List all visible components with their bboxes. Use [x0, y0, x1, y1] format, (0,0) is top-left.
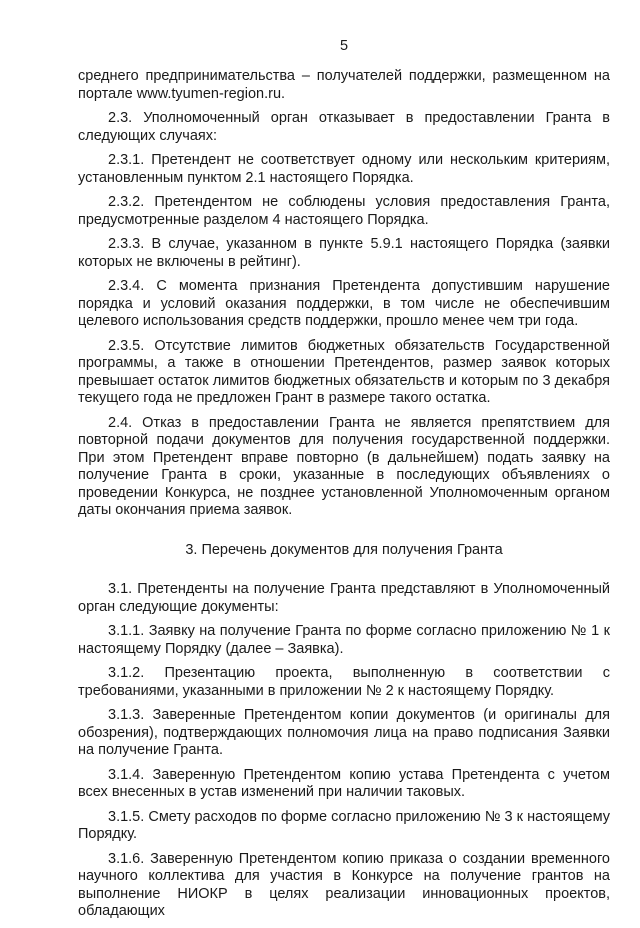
paragraph-3-1-2: 3.1.2. Презентацию проекта, выполненную в соответствии с требованиями, указанными в приложении № 2 к настоящему Порядку.	[78, 665, 610, 699]
document-body	[78, 68, 610, 928]
paragraph-2-3-5: 2.3.5. Отсутствие лимитов бюджетных обязательств Государственной программы, а также в отношении Претендентов, размер заявок которых превышает остаток лимитов бюджетных обязательств и которым по 3 декабря текущего года не предложен Грант в размере такого остатка.	[78, 337, 610, 406]
paragraph-3-1-6: 3.1.6. Заверенную Претендентом копию приказа о создании временного научного коллектива для участия в Конкурсе на получение грантов на выполнение НИОКР в целях реализации инновационных проектов, обладающих	[78, 850, 610, 919]
paragraph-2-3: 2.3. Уполномоченный орган отказывает в предоставлении Гранта в следующих случаях:	[78, 110, 610, 144]
page-number: 5	[339, 38, 349, 54]
paragraph-3-1: 3.1. Претенденты на получение Гранта представляют в Уполномоченный орган следующие документы:	[78, 581, 610, 615]
paragraph-3-1-4: 3.1.4. Заверенную Претендентом копию устава Претендента с учетом всех внесенных в устав изменений при наличии таковых.	[78, 766, 610, 800]
section-heading: 3. Перечень документов для получения Гранта	[185, 541, 503, 558]
paragraph-2-3-2: 2.3.2. Претендентом не соблюдены условия предоставления Гранта, предусмотренные разделом 4 настоящего Порядка.	[78, 194, 610, 228]
paragraph-3-1-1: 3.1.1. Заявку на получение Гранта по форме согласно приложению № 1 к настоящему Порядку (далее – Заявка).	[78, 623, 610, 657]
paragraph-3-1-3: 3.1.3. Заверенные Претендентом копии документов (и оригиналы для обозрения), подтверждающих полномочия лица на право подписания Заявки на получение Гранта.	[78, 707, 610, 758]
paragraph-2-3-1: 2.3.1. Претендент не соответствует одному или нескольким критериям, установленным пунктом 2.1 настоящего Порядка.	[78, 152, 610, 186]
paragraph-2-4: 2.4. Отказ в предоставлении Гранта не является препятствием для повторной подачи документов для получения государственной поддержки. При этом Претендент вправе повторно (в дальнейшем) подать заявку на получение Гранта в сроки, указанные в последующих объявлениях о проведении Конкурса, не позднее установленной Уполномоченным органом даты окончания приема заявок.	[78, 414, 610, 518]
paragraph-continuation: среднего предпринимательства – получателей поддержки, размещенном на портале www.tyumen-region.ru.	[78, 68, 610, 102]
paragraph-2-3-4: 2.3.4. С момента признания Претендента допустившим нарушение порядка и условий оказания поддержки, в том числе не обеспечившим целевого использования средств поддержки, прошло менее чем три года.	[78, 278, 610, 329]
paragraph-3-1-5: 3.1.5. Смету расходов по форме согласно приложению № 3 к настоящему Порядку.	[78, 808, 610, 842]
paragraph-2-3-3: 2.3.3. В случае, указанном в пункте 5.9.1 настоящего Порядка (заявки которых не включены в рейтинг).	[78, 236, 610, 270]
